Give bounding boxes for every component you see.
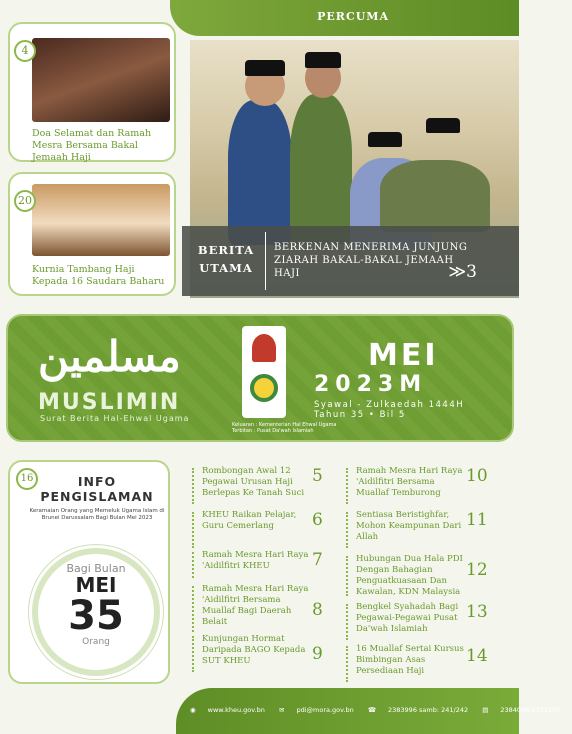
story-1-photo (32, 38, 170, 122)
toc-page: 6 (312, 510, 323, 530)
toc-item[interactable] (346, 510, 496, 546)
toc-marker (346, 512, 349, 548)
count-value: 35 (68, 593, 124, 639)
toc-item[interactable] (192, 466, 342, 502)
toc-item[interactable] (192, 634, 342, 670)
count-unit: Orang (82, 637, 110, 647)
headline-label-line1: BERITA (197, 243, 255, 257)
toc-marker (192, 636, 195, 672)
headline-page: ≫3 (448, 262, 477, 282)
toc-page: 13 (466, 602, 488, 622)
toc-page: 12 (466, 560, 488, 580)
toc-marker (192, 512, 195, 548)
toc-item[interactable] (346, 554, 496, 597)
info-pengislaman-panel[interactable] (8, 460, 170, 684)
toc-marker (346, 556, 349, 596)
mail-icon: ✉ (279, 706, 285, 714)
toc-marker (346, 604, 349, 640)
toc-page: 9 (312, 644, 323, 664)
sidebar-story-2[interactable] (8, 172, 176, 296)
headline-divider (265, 232, 266, 290)
toc-page: 11 (466, 510, 488, 530)
globe-icon: ◉ (190, 706, 196, 714)
person-figure (228, 100, 292, 245)
toc-title: KHEU Raikan Pelajar, Guru Cemerlang (202, 510, 297, 531)
toc-title: Hubungan Dua Hala PDI Dengan Bahagian Penguatkuasaan Dan Kawalan, KDN Malaysia (356, 554, 463, 597)
masthead (6, 314, 514, 442)
fax-icon: ▤ (482, 706, 489, 714)
issue-details (314, 400, 464, 420)
info-title: INFO PENGISLAMAN (40, 474, 154, 504)
toc-marker (192, 586, 195, 632)
bagi-bulan: Bagi Bulan (66, 562, 126, 575)
issue-month: MEI (368, 338, 439, 373)
toc-title: Bengkel Syahadah Bagi Pegawai-Pegawai Pusat Da'wah Islamiah (356, 602, 459, 634)
top-banner (170, 0, 519, 36)
toc-title: Kunjungan Hormat Daripada BAGO Kepada SUT KHEU (202, 634, 306, 666)
info-note: Keramaian Orang yang Memeluk Ugama Islam di Brunei Darussalam Bagi Bulan Mei 2023 (29, 508, 165, 521)
toc-title: Ramah Mesra Hari Raya 'Aidilfitri KHEU (202, 550, 309, 571)
toc-marker (192, 552, 195, 578)
count-month: MEI (75, 573, 117, 597)
toc-title: 16 Muallaf Sertai Kursus Bimbingan Asas Persediaan Haji (356, 644, 464, 676)
phone-icon: ☎ (367, 706, 376, 714)
info-page: 16 (16, 468, 38, 490)
volume-issue: Tahun 35 • Bil 5 (314, 410, 406, 420)
toc-item[interactable] (346, 644, 496, 680)
songkok (245, 60, 285, 76)
count-badge (32, 548, 160, 676)
toc-marker (346, 646, 349, 682)
person-figure (380, 160, 490, 232)
story-1-page: 4 (14, 40, 36, 62)
toc-page: 14 (466, 646, 488, 666)
footer-fax: 2384008/2381295 (500, 706, 561, 714)
footer-phone: 2383996 samb: 241/242 (388, 706, 469, 714)
toc-item[interactable] (192, 510, 342, 546)
toc-item[interactable] (346, 466, 496, 502)
story-2-photo (32, 184, 170, 256)
headline-text: BERKENAN MENERIMA JUNJUNG ZIARAH BAKAL-BAKAL JEMAAH HAJI (274, 242, 468, 279)
toc-page: 7 (312, 550, 323, 570)
toc-marker (346, 468, 349, 504)
toc-item[interactable] (346, 602, 496, 638)
sidebar-story-1[interactable] (8, 22, 176, 162)
songkok (368, 132, 402, 147)
footer-contacts (190, 706, 572, 714)
percuma-label: PERCUMA (317, 10, 389, 23)
toc-title: Ramah Mesra Hari Raya 'Aidilfitri Bersama Muallaf Bagi Daerah Belait (202, 584, 309, 627)
toc-item[interactable] (192, 550, 342, 576)
toc-title: Sentiasa Beristighfar, Mohon Keampunan Dari Allah (356, 510, 462, 542)
toc-marker (192, 468, 195, 504)
songkok (426, 118, 460, 133)
toc-title: Ramah Mesra Hari Raya 'Aidilfitri Bersama Muallaf Temburong (356, 466, 463, 498)
toc-item[interactable] (192, 584, 342, 630)
story-1-caption: Doa Selamat dan Ramah Mesra Bersama Bakal Jemaah Haji (32, 128, 152, 163)
toc-page: 5 (312, 466, 323, 486)
publisher-note: Keluaran : Kementerian Hal Ehwal Ugama Terbitan : Pusat Da'wah Islamiah (232, 422, 337, 434)
footer-email[interactable]: pdi@mora.gov.bn (296, 706, 354, 714)
ministry-logo-icon (250, 374, 278, 402)
arabic-title: مسلمين (38, 332, 181, 381)
songkok (305, 52, 341, 68)
toc-title: Rombongan Awal 12 Pegawai Urusan Haji Berlepas Ke Tanah Suci (202, 466, 305, 498)
headline-bar[interactable] (182, 226, 519, 296)
footer-web[interactable]: www.kheu.gov.bn (207, 706, 265, 714)
crest-icon (252, 334, 276, 362)
hijri-date: Syawal - Zulkaedah 1444H (314, 400, 465, 410)
story-2-page: 20 (14, 190, 36, 212)
person-figure (290, 94, 352, 244)
toc-page: 8 (312, 600, 323, 620)
footer-contact-bar (176, 688, 561, 734)
masthead-subtitle: Surat Berita Hal-Ehwal Ugama (40, 414, 190, 423)
headline-label (194, 241, 258, 277)
toc-page: 10 (466, 466, 488, 486)
masthead-title: MUSLIMIN (38, 390, 181, 415)
story-2-caption: Kurnia Tambang Haji Kepada 16 Saudara Baharu (32, 264, 165, 287)
logos (242, 326, 286, 418)
issue-year: 2023M (314, 372, 428, 397)
headline-label-line2: UTAMA (199, 261, 253, 275)
